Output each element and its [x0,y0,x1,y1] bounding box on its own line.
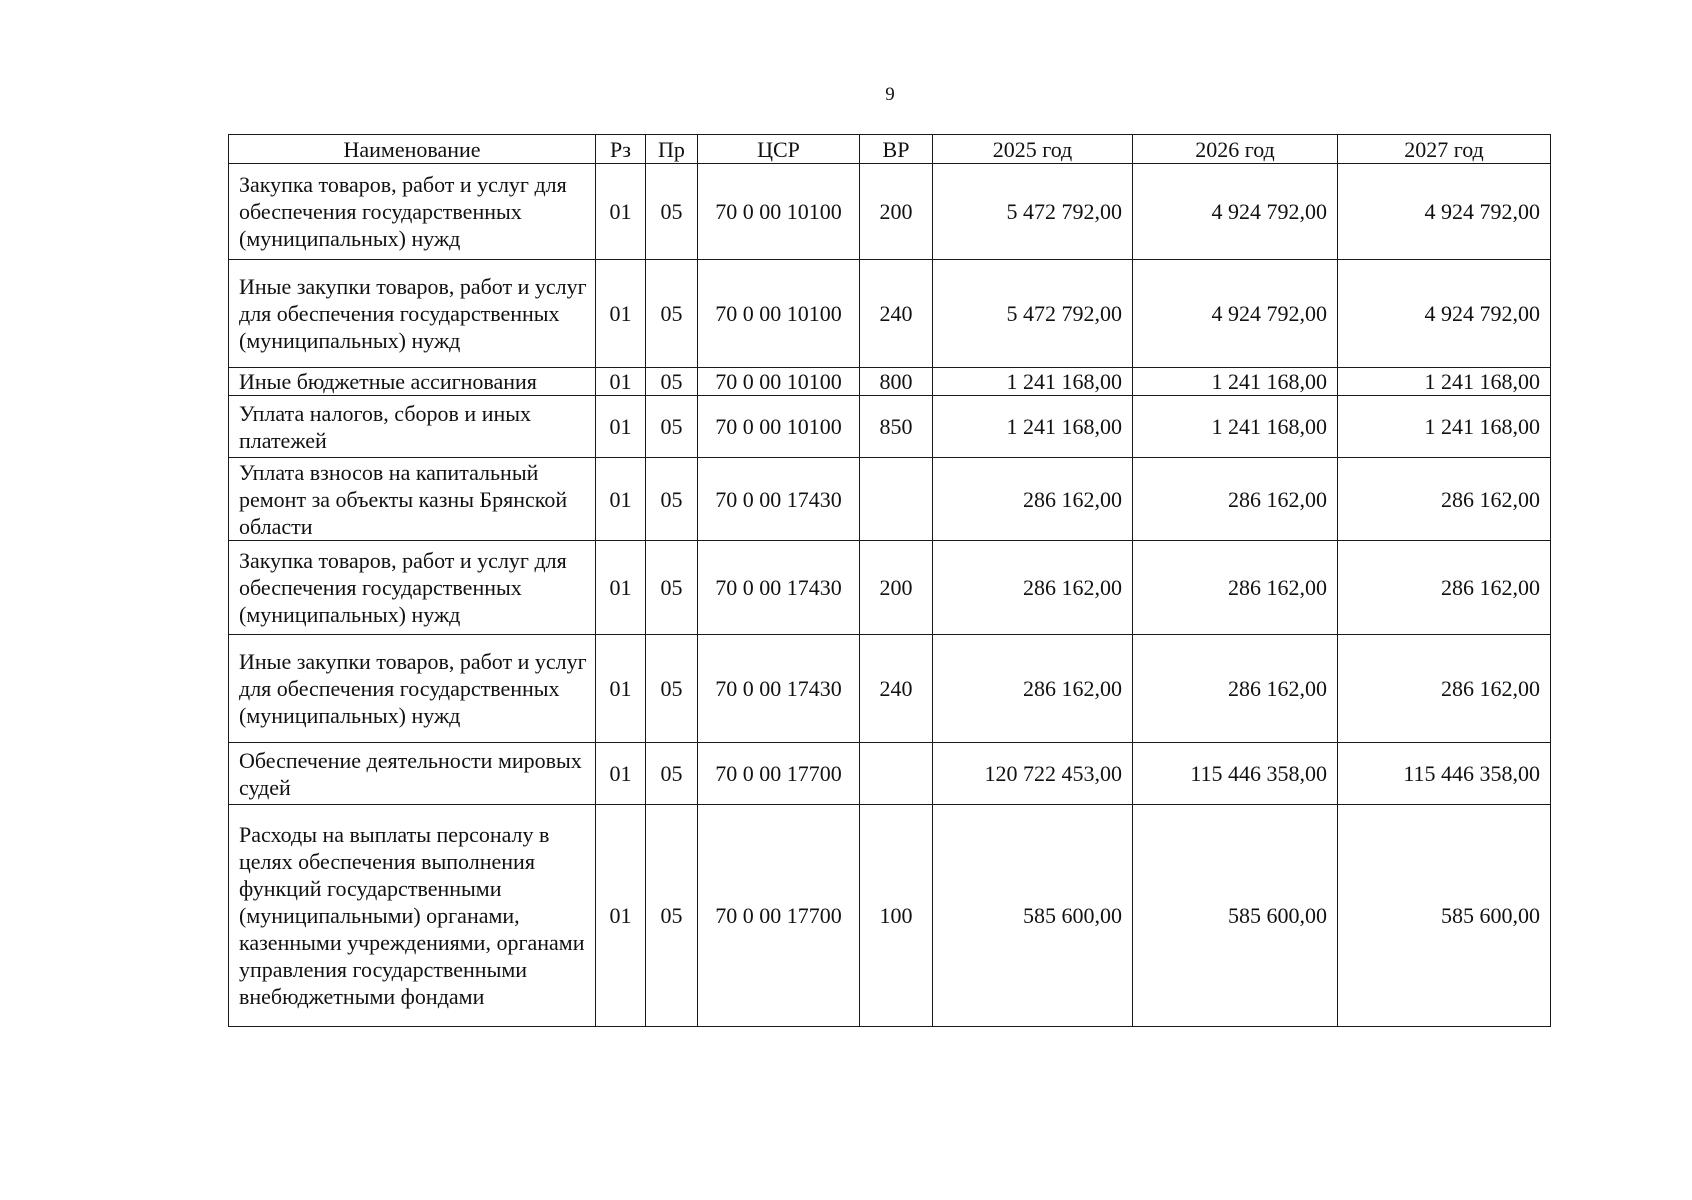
cell-2026: 286 162,00 [1133,635,1338,743]
cell-name: Иные бюджетные ассигнования [229,368,596,396]
cell-2025: 5 472 792,00 [933,164,1133,260]
cell-rz: 01 [596,743,646,805]
cell-vr [860,458,933,541]
cell-2025: 286 162,00 [933,541,1133,635]
cell-2026: 1 241 168,00 [1133,396,1338,458]
cell-2026: 4 924 792,00 [1133,260,1338,368]
cell-rz: 01 [596,541,646,635]
cell-2027: 1 241 168,00 [1338,396,1551,458]
cell-vr: 240 [860,260,933,368]
cell-name: Закупка товаров, работ и услуг для обеспечения государственных (муниципальных) нужд [229,164,596,260]
cell-2026: 286 162,00 [1133,458,1338,541]
cell-vr [860,743,933,805]
cell-2027: 585 600,00 [1338,805,1551,1027]
cell-pr: 05 [646,260,698,368]
cell-rz: 01 [596,368,646,396]
cell-pr: 05 [646,635,698,743]
cell-vr: 850 [860,396,933,458]
cell-rz: 01 [596,164,646,260]
budget-table [228,134,1551,1027]
cell-csr: 70 0 00 17430 [698,635,860,743]
cell-2026: 1 241 168,00 [1133,368,1338,396]
cell-pr: 05 [646,458,698,541]
cell-rz: 01 [596,805,646,1027]
table-row [229,368,1551,396]
cell-rz: 01 [596,260,646,368]
header-2025: 2025 год [933,135,1133,164]
cell-name: Уплата взносов на капитальный ремонт за объекты казны Брянской области [229,458,596,541]
cell-name: Расходы на выплаты персоналу в целях обеспечения выполнения функций государственными (муниципальными) органами, казенными учреждениями, органами управления государственными внебюджетными фондами [229,805,596,1027]
cell-csr: 70 0 00 10100 [698,396,860,458]
cell-vr: 240 [860,635,933,743]
cell-csr: 70 0 00 17700 [698,805,860,1027]
cell-2026: 286 162,00 [1133,541,1338,635]
cell-2025: 286 162,00 [933,635,1133,743]
table-row [229,396,1551,458]
header-pr: Пр [646,135,698,164]
cell-2025: 5 472 792,00 [933,260,1133,368]
cell-2027: 115 446 358,00 [1338,743,1551,805]
cell-csr: 70 0 00 17700 [698,743,860,805]
cell-2027: 4 924 792,00 [1338,164,1551,260]
budget-table-container [228,134,1550,1027]
table-row [229,164,1551,260]
cell-2025: 1 241 168,00 [933,368,1133,396]
header-vr: ВР [860,135,933,164]
cell-2027: 1 241 168,00 [1338,368,1551,396]
cell-pr: 05 [646,396,698,458]
cell-2026: 115 446 358,00 [1133,743,1338,805]
table-row [229,260,1551,368]
table-row [229,458,1551,541]
cell-2026: 4 924 792,00 [1133,164,1338,260]
cell-2027: 286 162,00 [1338,635,1551,743]
cell-2025: 120 722 453,00 [933,743,1133,805]
cell-rz: 01 [596,458,646,541]
table-row [229,541,1551,635]
cell-csr: 70 0 00 17430 [698,541,860,635]
header-name: Наименование [229,135,596,164]
table-header-row [229,135,1551,164]
cell-2027: 286 162,00 [1338,541,1551,635]
cell-rz: 01 [596,396,646,458]
cell-name: Иные закупки товаров, работ и услуг для обеспечения государственных (муниципальных) нужд [229,635,596,743]
cell-vr: 200 [860,164,933,260]
cell-2025: 585 600,00 [933,805,1133,1027]
cell-pr: 05 [646,368,698,396]
cell-csr: 70 0 00 17430 [698,458,860,541]
header-2026: 2026 год [1133,135,1338,164]
cell-2026: 585 600,00 [1133,805,1338,1027]
cell-csr: 70 0 00 10100 [698,260,860,368]
table-row [229,635,1551,743]
cell-vr: 100 [860,805,933,1027]
cell-2027: 286 162,00 [1338,458,1551,541]
cell-name: Уплата налогов, сборов и иных платежей [229,396,596,458]
table-row [229,805,1551,1027]
cell-name: Закупка товаров, работ и услуг для обеспечения государственных (муниципальных) нужд [229,541,596,635]
cell-name: Иные закупки товаров, работ и услуг для обеспечения государственных (муниципальных) нужд [229,260,596,368]
cell-pr: 05 [646,743,698,805]
page-number: 9 [885,84,895,105]
cell-vr: 800 [860,368,933,396]
cell-name: Обеспечение деятельности мировых судей [229,743,596,805]
cell-csr: 70 0 00 10100 [698,368,860,396]
cell-2025: 1 241 168,00 [933,396,1133,458]
cell-pr: 05 [646,541,698,635]
cell-2025: 286 162,00 [933,458,1133,541]
cell-vr: 200 [860,541,933,635]
cell-pr: 05 [646,805,698,1027]
cell-rz: 01 [596,635,646,743]
cell-pr: 05 [646,164,698,260]
header-rz: Рз [596,135,646,164]
header-2027: 2027 год [1338,135,1551,164]
header-csr: ЦСР [698,135,860,164]
cell-2027: 4 924 792,00 [1338,260,1551,368]
table-row [229,743,1551,805]
cell-csr: 70 0 00 10100 [698,164,860,260]
